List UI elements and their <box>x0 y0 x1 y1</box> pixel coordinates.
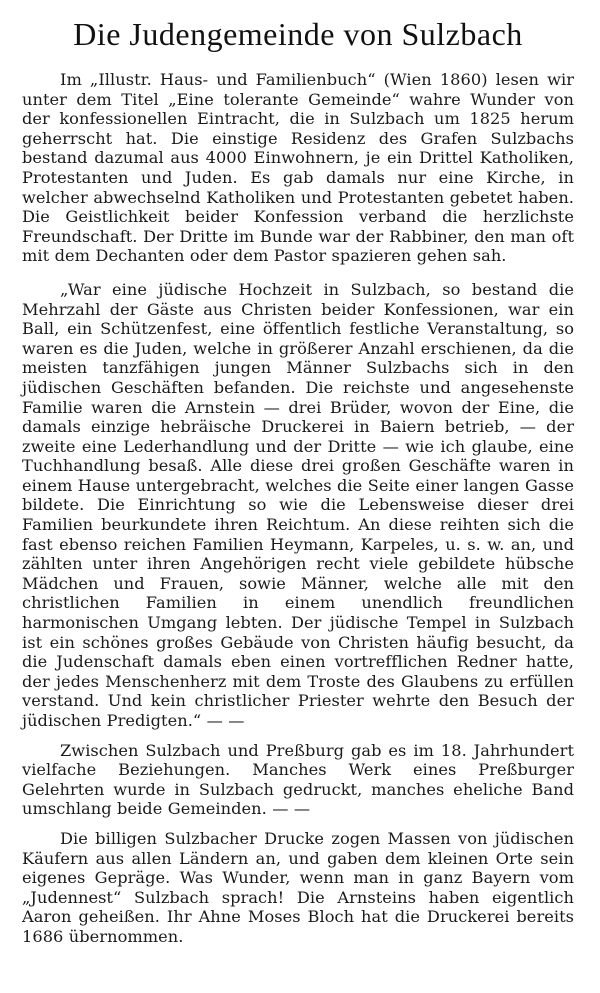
paragraph-printing: Die billigen Sulzbacher Drucke zogen Massen von jüdischen Käufern aus allen Ländern an, und gaben dem kleinen Orte sein eigenes Gepräge. Was Wunder, wenn man in ganz Bayern vom „Judennest“ Sulzbach sprach! Die Arnsteins haben eigentlich Aaron geheißen. Ihr Ahne Moses Bloch hat die Druckerei bereits 1686 übernommen. <box>22 828 574 946</box>
paragraph-intro: Im „Illustr. Haus- und Familienbuch“ (Wien 1860) lesen wir unter dem Titel „Eine tolerante Gemeinde“ wahre Wunder von der konfessionellen Eintracht, die in Sulzbach um 1825 herum geherrscht hat. Die einstige Residenz des Grafen Sulzbachs bestand dazumal aus 4000 Einwohnern, je ein Drittel Katholiken, Protestanten und Juden. Es gab damals nur eine Kirche, in welcher abwechselnd Katholiken und Protestanten gebetet haben. Die Geistlichkeit beider Konfession verband die herzlichste Freundschaft. Der Dritte im Bunde war der Rabbiner, den man oft mit dem Dechanten oder dem Pastor spazieren gehen sah. <box>22 70 574 266</box>
paragraph-pressburg: Zwischen Sulzbach und Preßburg gab es im 18. Jahrhundert vielfache Beziehungen. Manches Werk eines Preßburger Gelehrten wurde in Sulzbach gedruckt, manches eheliche Band umschlang beide Gemeinden. — — <box>22 740 574 819</box>
paragraph-quotation: „War eine jüdische Hochzeit in Sulzbach, so bestand die Mehrzahl der Gäste aus Christen beider Konfessionen, war ein Ball, ein Schützenfest, eine öffentlich festliche Veranstaltung, so waren es die Juden, welche in größerer Anzahl erschienen, da die meisten tanzfähigen jungen Männer Sulzbachs sich in den jüdischen Geschäften befanden. Die reichste und angesehenste Familie waren die Arnstein — drei Brüder, wovon der Eine, die damals einzige hebräische Druckerei in Baiern betrieb, — der zweite eine Lederhandlung und der Dritte — wie ich glaube, eine Tuchhandlung besaß. Alle diese drei großen Geschäfte waren in einem Hause untergebracht, welches die Seite einer langen Gasse bildete. Die Einrichtung so wie die Lebensweise dieser drei Familien beurkundete ihren Reichtum. An diese reihten sich die fast ebenso reichen Familien Heymann, Karpeles, u. s. w. an, und zählten unter ihren Angehörigen recht viele gebildete hübsche Mädchen und Frauen, sowie Männer, welche alle mit den christlichen Familien in einem unendlich freundlichen harmonischen Umgang lebten. Der jüdische Tempel in Sulzbach ist ein schönes großes Gebäude von Christen häufig besucht, da die Judenschaft damals eben einen vortrefflichen Redner hatte, der jedes Menschenherz mit dem Troste des Glaubens zu erfüllen verstand. Und kein christlicher Priester wehrte den Besuch der jüdischen Predigten.“ — — <box>22 279 574 730</box>
page-title: Die Judengemeinde von Sulzbach <box>73 16 523 52</box>
